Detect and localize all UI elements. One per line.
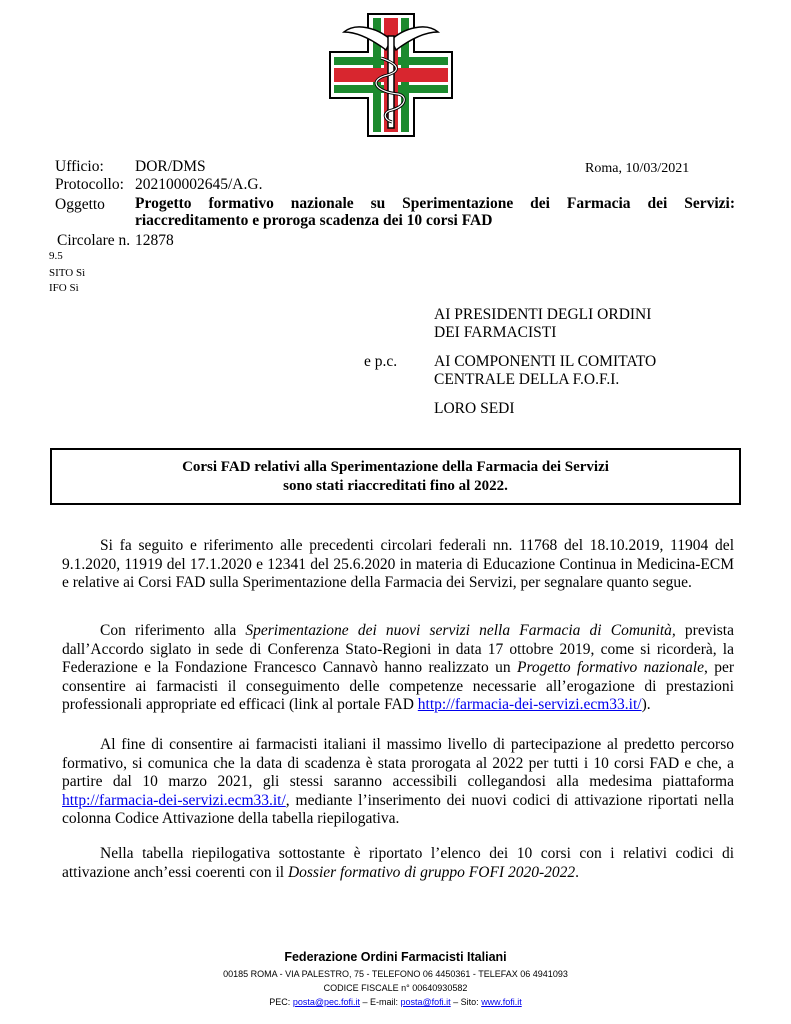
paragraph-3-text-a: Al fine di consentire ai farmacisti italiani il massimo livello di partecipazione al predetto percorso formativo, si comunica che la data di scadenza è stata prorogata al 2022 per tutti i 10 corsi FAD e che, a partire dal 10 marzo 2021, gli stessi saranno accessibili collegandosi alla medesima piattaforma <box>62 736 734 791</box>
fad-platform-link[interactable]: http://farmacia-dei-servizi.ecm33.it/ <box>62 791 286 809</box>
oggetto-label: Oggetto <box>55 196 105 213</box>
footer-org-name: Federazione Ordini Farmacisti Italiani <box>284 950 507 964</box>
ifo-flag: IFO Sì <box>49 282 79 294</box>
protocollo-value: 202100002645/A.G. <box>135 176 263 193</box>
recipient-line-1: AI PRESIDENTI DEGLI ORDINI <box>434 306 652 323</box>
footer-site-label: – Sito: <box>450 997 482 1007</box>
ufficio-value: DOR/DMS <box>135 158 206 175</box>
paragraph-2-emphasis-2: Progetto formativo nazionale <box>517 659 704 677</box>
email-link[interactable]: posta@fofi.it <box>400 997 451 1007</box>
paragraph-2 <box>62 622 734 715</box>
boxed-title-line-1: Corsi FAD relativi alla Sperimentazione della Farmacia dei Servizi <box>182 459 609 475</box>
epc-label: e p.c. <box>364 353 398 370</box>
paragraph-4-text-b: . <box>575 863 579 881</box>
footer-email-label: – E-mail: <box>359 997 401 1007</box>
paragraph-2-text-d: ). <box>641 696 651 714</box>
pec-email-link[interactable]: posta@pec.fofi.it <box>292 997 360 1007</box>
paragraph-2-text-c: , per consentire ai farmacisti il conseguimento delle competenze necessarie all’erogazione di prestazioni professionali appropriate ed efficaci (link al portale FAD <box>62 659 735 714</box>
footer-fiscal-code: CODICE FISCALE n° 00640930582 <box>323 983 468 993</box>
paragraph-2-text-a: Con riferimento alla <box>100 622 246 639</box>
protocollo-label: Protocollo: <box>55 176 124 193</box>
recipient-line-4: CENTRALE DELLA F.O.F.I. <box>434 371 620 388</box>
website-link[interactable]: www.fofi.it <box>481 997 522 1007</box>
paragraph-4-text-a: Nella tabella riepilogativa sottostante è riportato l’elenco dei 10 corsi con i relativi codici di attivazione anch’essi coerenti con il <box>62 845 734 881</box>
recipient-line-3: AI COMPONENTI IL COMITATO <box>434 353 657 370</box>
paragraph-4 <box>62 845 734 882</box>
boxed-title-line-2: sono stati riaccreditati fino al 2022. <box>283 478 508 494</box>
circolare-label: Circolare n. <box>57 232 131 249</box>
paragraph-2-text-b: prevista dall’Accordo siglato in sede di Conferenza Stato-Regioni in data 17 ottobre 2019, come si ricorderà, la Federazione e la Fondazione Francesco Cannavò hanno realizzato un <box>62 622 734 677</box>
sito-flag: SITO Sì <box>49 267 86 279</box>
paragraph-2-emphasis-1: Sperimentazione dei nuovi servizi nella Farmacia di Comunità, <box>245 622 676 639</box>
fofi-logo <box>326 10 456 140</box>
footer-pec-label: PEC: <box>269 997 293 1007</box>
classification-code: 9.5 <box>49 250 63 262</box>
letter-date: Roma, 10/03/2021 <box>585 161 690 176</box>
footer-contacts <box>0 997 791 1007</box>
fad-portal-link[interactable]: http://farmacia-dei-servizi.ecm33.it/ <box>417 696 642 714</box>
footer-address: 00185 ROMA - VIA PALESTRO, 75 - TELEFONO 06 4450361 - TELEFAX 06 4941093 <box>223 969 568 979</box>
boxed-title <box>50 448 741 505</box>
oggetto-line-2: riaccreditamento e proroga scadenza dei 10 corsi FAD <box>135 212 493 229</box>
circolare-value: 12878 <box>135 232 174 249</box>
paragraph-1-text: Si fa seguito e riferimento alle precedenti circolari federali nn. 11768 del 18.10.2019, 11904 del 9.1.2020, 11919 del 17.1.2020 e 12341 del 25.6.2020 in materia di Educazione Continua in Medicina-ECM e relative ai Corsi FAD sulla Sperimentazione della Farmacia dei Servizi, per segnalare quanto segue. <box>62 537 734 592</box>
recipient-line-2: DEI FARMACISTI <box>434 324 557 341</box>
paragraph-3 <box>62 736 734 829</box>
paragraph-3-text-b: , mediante l’inserimento dei nuovi codici di attivazione riportati nella colonna Codice Attivazione della tabella riepilogativa. <box>62 791 734 828</box>
paragraph-4-emphasis: Dossier formativo di gruppo FOFI 2020-2022 <box>287 863 576 881</box>
recipient-line-5: LORO SEDI <box>434 400 515 417</box>
oggetto-line-1: Progetto formativo nazionale su Sperimentazione dei Farmacia dei Servizi: <box>135 195 735 212</box>
paragraph-1 <box>62 537 734 593</box>
ufficio-label: Ufficio: <box>55 158 104 175</box>
